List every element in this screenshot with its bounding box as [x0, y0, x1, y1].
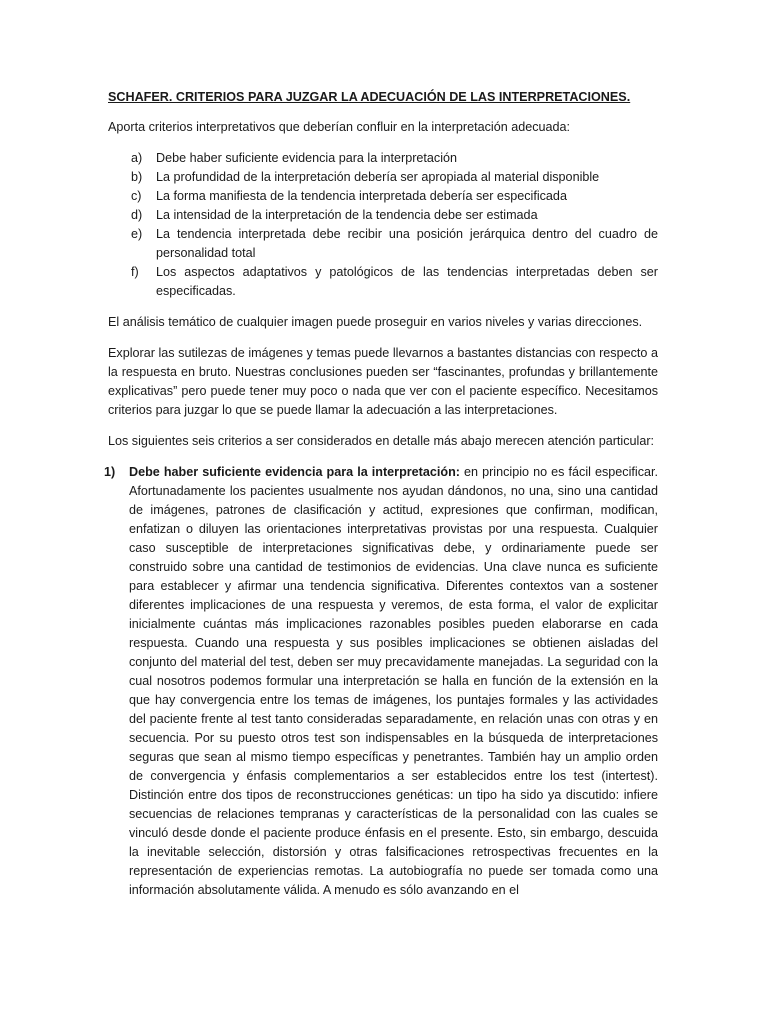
criteria-item: [131, 149, 658, 168]
criteria-item: [131, 168, 658, 187]
criteria-item: [131, 206, 658, 225]
criteria-item: [131, 187, 658, 206]
numbered-marker: 1): [104, 465, 116, 479]
explore-paragraph: Explorar las sutilezas de imágenes y temas puede llevarnos a bastantes distancias con respecto a la respuesta en bruto. Nuestras conclusiones pueden ser “fascinantes, profundas y brillantemente explicativas” pero puede tener muy poco o nada que ver con el paciente específico. Necesitamos criterios para juzgar lo que se puede llamar la adecuación a las interpretaciones.: [108, 346, 658, 417]
criteria-text: La tendencia interpretada debe recibir una posición jerárquica dentro del cuadro de personalidad total: [156, 227, 658, 260]
criteria-item: [131, 263, 658, 301]
list-marker: c): [131, 189, 142, 203]
list-marker: b): [131, 170, 143, 184]
list-marker: f): [131, 265, 139, 279]
criteria-text: La forma manifiesta de la tendencia interpretada debería ser especificada: [156, 189, 567, 203]
criteria-text: Debe haber suficiente evidencia para la interpretación: [156, 151, 458, 165]
numbered-lead: Debe haber suficiente evidencia para la interpretación:: [129, 465, 460, 479]
criteria-text: La profundidad de la interpretación debería ser apropiada al material disponible: [156, 170, 600, 184]
document-page: [104, 88, 658, 900]
list-marker: e): [131, 227, 143, 241]
criteria-text: Los aspectos adaptativos y patológicos de las tendencias interpretadas deben ser especificadas.: [156, 265, 658, 298]
numbered-text: en principio no es fácil especificar. Afortunadamente los pacientes usualmente nos ayudan dándonos, no una, sino una cantidad de imágenes, patrones de clasificación y actitud, expresiones que confirman, modifican, enfatizan o diluyen las orientaciones interpretativas provistas por una respuesta. Cualquier caso susceptible de interpretaciones significativas debe, y ordinariamente puede ser construido sobre una cantidad de testimonios de evidencias. Una clave nunca es suficiente para establecer y afirmar una tendencia significativa. Diferentes contextos van a sostener diferentes implicaciones de una respuesta y veremos, de esta forma, el valor de explicitar inicialmente cuántas más implicaciones razonables posibles pueden elaborarse en cada respuesta. Cuando una respuesta y sus posibles implicaciones se obtienen aisladas del conjunto del material del test, deben ser muy precavidamente manejadas. La seguridad con la cual nosotros podemos formular una interpretación se halla en función de la extensión en la que hay convergencia entre los temas de imágenes, los puntajes formales y las actividades del paciente frente al test tanto consideradas separadamente, en relación unas con otras y en secuencia. Por su puesto otros test son indispensables en la búsqueda de interpretaciones seguras que sean al mismo tiempo específicas y penetrantes. También hay un amplio orden de convergencia y énfasis complementarios a ser establecidos entre los test (intertest). Distinción entre dos tipos de reconstrucciones genéticas: un tipo ha sido ya discutido: infiere secuencias de relaciones tempranas y características de la personalidad con las cuales se vinculó desde donde el paciente produce énfasis en el presente. Esto, sin embargo, descuida la inevitable selección, distorsión y otras falsificaciones retrospectivas frecuentes en la representación de experiencias remotas. La autobiografía no puede ser tomada como una información absolutamente válida. A menudo es sólo avanzando en el: [129, 465, 658, 897]
analysis-paragraph: El análisis temático de cualquier imagen puede proseguir en varios niveles y varias direcciones.: [108, 315, 643, 329]
criteria-list: [108, 149, 658, 301]
list-marker: d): [131, 208, 143, 222]
intro-paragraph: Aporta criterios interpretativos que deberían confluir en la interpretación adecuada:: [108, 120, 571, 134]
numbered-item: [104, 463, 658, 900]
criteria-text: La intensidad de la interpretación de la tendencia debe ser estimada: [156, 208, 538, 222]
numbered-body: [129, 463, 658, 900]
list-marker: a): [131, 151, 143, 165]
criteria-intro-paragraph: Los siguientes seis criterios a ser considerados en detalle más abajo merecen atención particular:: [108, 434, 655, 448]
document-title: SCHAFER. CRITERIOS PARA JUZGAR LA ADECUACIÓN DE LAS INTERPRETACIONES.: [108, 90, 631, 104]
criteria-item: [131, 225, 658, 263]
